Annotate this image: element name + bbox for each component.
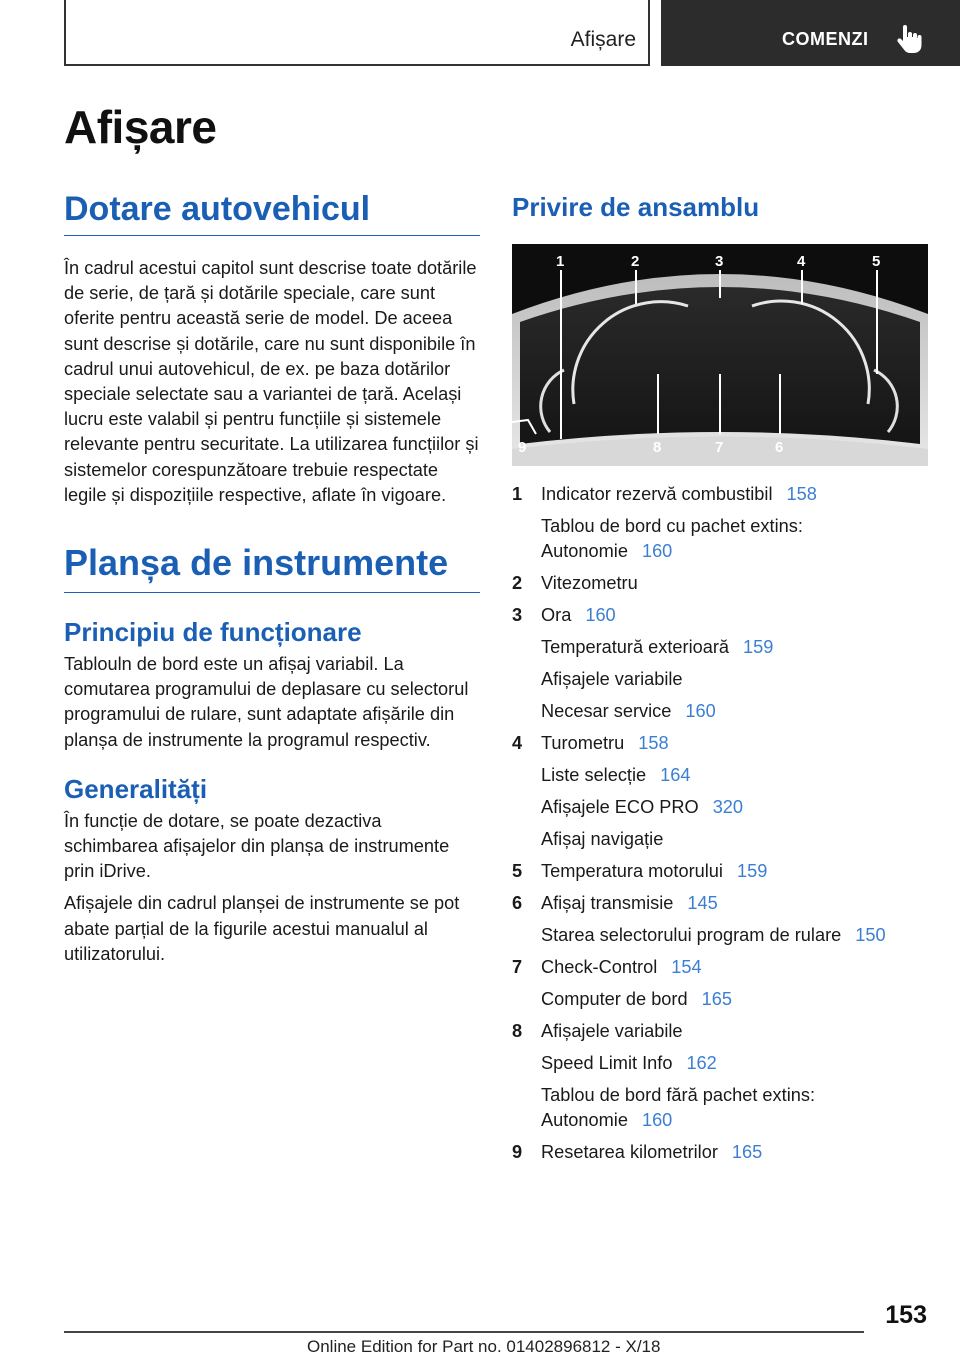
heading-principiu-de-functionare: Principiu de funcționare bbox=[64, 617, 362, 648]
legend-line-text: Ora bbox=[541, 605, 572, 625]
legend-line-text: Indicator rezervă combustibil bbox=[541, 484, 773, 504]
legend-line bbox=[541, 567, 928, 599]
legend-line-text: Tablou de bord fără pachet extins: Autonomie bbox=[541, 1085, 816, 1130]
legend-line bbox=[541, 1047, 928, 1079]
page-reference-link[interactable]: 159 bbox=[736, 861, 768, 881]
header-tab-label: COMENZI bbox=[782, 29, 869, 49]
legend-line bbox=[541, 727, 928, 759]
legend-item-number: 2 bbox=[512, 573, 523, 593]
legend-line bbox=[541, 919, 928, 951]
page-reference-link[interactable]: 154 bbox=[671, 957, 702, 977]
page-reference-link[interactable]: 159 bbox=[743, 637, 774, 657]
callout-3: 3 bbox=[715, 253, 724, 270]
legend-line-text: Temperatură exterioară bbox=[541, 637, 730, 657]
legend-item-number: 3 bbox=[512, 605, 523, 625]
legend-line-text: Afișajele variabile bbox=[541, 669, 683, 689]
paragraph-dotare: În cadrul acestui capitol sunt descrise toate dotările de serie, de țară și dotările speciale, care sunt oferite pentru această serie de model. De aceea sunt descrise și dotările, care nu sunt disponibile în cadrul unui autovehicul, de ex. pe baza dotărilor speciale selectate sau a variantei de țară. Același lucru este valabil și pentru funcțiile și sistemele relevante pentru securitate. La utilizarea funcțiilor și sistemelor corespunzătoare trebuie respectate legile și dispozițiile respective, aflate în vigoare. bbox=[64, 258, 479, 505]
legend-line-text: Turometru bbox=[541, 733, 625, 753]
paragraph-generalitati-2: Afișajele din cadrul planșei de instrumente se pot abate parțial de la figurile acestui manualul al utilizatorului. bbox=[64, 893, 460, 964]
header-section-title: Afișare bbox=[570, 28, 636, 51]
page-title: Afișare bbox=[64, 101, 217, 153]
hand-pointer-icon bbox=[894, 24, 922, 54]
legend-line bbox=[541, 951, 928, 983]
callout-2: 2 bbox=[631, 253, 640, 270]
legend-item bbox=[512, 887, 928, 951]
page-reference-link[interactable]: 165 bbox=[701, 989, 732, 1009]
legend-list bbox=[512, 478, 928, 1168]
heading-dotare-autovehicul: Dotare autovehicul bbox=[64, 190, 480, 236]
legend-item bbox=[512, 951, 928, 1015]
legend-line bbox=[541, 663, 928, 695]
header-tab-comenzi[interactable] bbox=[661, 0, 960, 66]
legend-line bbox=[541, 631, 928, 663]
legend-line-text: Afișajele ECO PRO bbox=[541, 797, 699, 817]
legend-line-text: Afișaj transmisie bbox=[541, 893, 674, 913]
heading-generalitati: Generalități bbox=[64, 773, 208, 804]
legend-item bbox=[512, 1015, 928, 1136]
legend-line bbox=[541, 478, 928, 510]
page-reference-link[interactable]: 164 bbox=[660, 765, 691, 785]
legend-line bbox=[541, 983, 928, 1015]
page-reference-link[interactable]: 150 bbox=[855, 925, 886, 945]
page-reference-link[interactable]: 165 bbox=[731, 1142, 763, 1162]
legend-line bbox=[541, 695, 928, 727]
legend-item-number: 1 bbox=[512, 484, 523, 504]
callout-7: 7 bbox=[715, 439, 724, 456]
legend-line-text: Tablou de bord cu pachet extins: Autonomie bbox=[541, 516, 803, 561]
legend-line bbox=[541, 887, 928, 919]
legend-item-number: 8 bbox=[512, 1021, 523, 1041]
page-reference-link[interactable]: 160 bbox=[641, 541, 673, 561]
legend-line-text: Temperatura motorului bbox=[541, 861, 723, 881]
heading-privire-de-ansamblu: Privire de ansamblu bbox=[512, 192, 760, 222]
legend-item-number: 7 bbox=[512, 957, 523, 977]
legend-item bbox=[512, 727, 928, 855]
legend-line bbox=[541, 855, 928, 887]
page-reference-link[interactable]: 160 bbox=[641, 1110, 673, 1130]
right-column bbox=[512, 192, 928, 1168]
callout-6: 6 bbox=[775, 439, 784, 456]
header-section-box bbox=[64, 0, 650, 66]
legend-line-text: Necesar service bbox=[541, 701, 672, 721]
page-reference-link[interactable]: 158 bbox=[786, 484, 817, 504]
legend-line bbox=[541, 759, 928, 791]
legend-line-text: Afișaj navigație bbox=[541, 829, 664, 849]
legend-line-text: Vitezometru bbox=[541, 573, 638, 593]
legend-item-number: 9 bbox=[512, 1142, 523, 1162]
callout-1: 1 bbox=[556, 253, 565, 270]
instrument-cluster-figure bbox=[512, 244, 928, 466]
legend-line bbox=[541, 1079, 928, 1136]
legend-line-text: Resetarea kilometrilor bbox=[541, 1142, 718, 1162]
legend-line bbox=[541, 510, 928, 567]
legend-line-text: Speed Limit Info bbox=[541, 1053, 673, 1073]
legend-item bbox=[512, 567, 928, 599]
callout-5: 5 bbox=[872, 253, 881, 270]
legend-item bbox=[512, 478, 928, 567]
callout-9: 9 bbox=[518, 439, 527, 456]
legend-item-number: 6 bbox=[512, 893, 523, 913]
legend-line bbox=[541, 1015, 928, 1047]
legend-line bbox=[541, 1136, 928, 1168]
legend-line-text: Starea selectorului program de rulare bbox=[541, 925, 842, 945]
legend-item bbox=[512, 855, 928, 887]
page-reference-link[interactable]: 160 bbox=[685, 701, 716, 721]
legend-item bbox=[512, 599, 928, 727]
legend-line-text: Computer de bord bbox=[541, 989, 688, 1009]
paragraph-generalitati-1: În funcție de dotare, se poate dezactiva schimbarea afișajelor din planșa de instrumente prin iDrive. bbox=[64, 810, 450, 882]
legend-line bbox=[541, 599, 928, 631]
left-column bbox=[64, 190, 480, 967]
heading-plansa-de-instrumente: Planșa de instrumente bbox=[64, 542, 480, 593]
page-reference-link[interactable]: 162 bbox=[686, 1053, 717, 1073]
legend-line-text: Check-Control bbox=[541, 957, 658, 977]
page-reference-link[interactable]: 145 bbox=[687, 893, 718, 913]
legend-item-number: 4 bbox=[512, 733, 523, 753]
page-number: 153 bbox=[885, 1301, 927, 1329]
legend-line-text: Afișajele variabile bbox=[541, 1021, 683, 1041]
page-reference-link[interactable]: 160 bbox=[585, 605, 616, 625]
paragraph-principiu: Tablouln de bord este un afișaj variabil. La comutarea programului de deplasare cu selectorul programului de rulare, sunt adaptate afișările din planșa de instrumente la programul respectiv. bbox=[64, 654, 469, 750]
legend-line bbox=[541, 823, 928, 855]
legend-item-number: 5 bbox=[512, 861, 523, 881]
legend-item bbox=[512, 1136, 928, 1168]
instrument-cluster-illustration bbox=[512, 244, 928, 466]
footer-divider bbox=[64, 1331, 864, 1333]
page-reference-link[interactable]: 158 bbox=[638, 733, 669, 753]
legend-line bbox=[541, 791, 928, 823]
page-reference-link[interactable]: 320 bbox=[712, 797, 744, 817]
callout-4: 4 bbox=[797, 253, 806, 270]
callout-8: 8 bbox=[653, 439, 662, 456]
legend-line-text: Liste selecție bbox=[541, 765, 647, 785]
footer-edition: Online Edition for Part no. 01402896812 - X/18 bbox=[307, 1337, 661, 1356]
